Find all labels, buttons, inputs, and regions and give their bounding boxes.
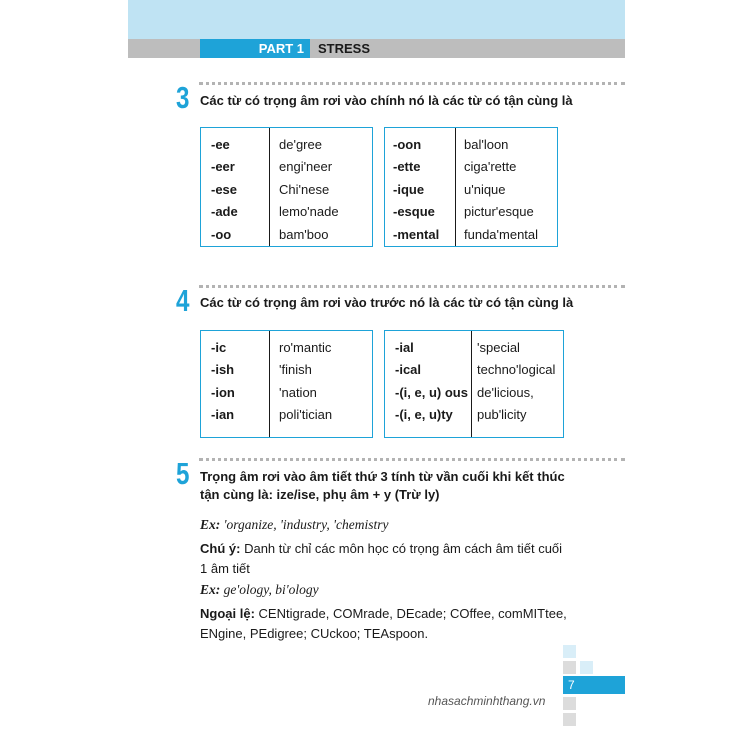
table-cell: 'nation: [279, 385, 317, 400]
table-cell: -esque: [393, 204, 435, 219]
section-3-number: 3: [176, 80, 190, 115]
note-text: Danh từ chỉ các môn học có trọng âm cách âm tiết cuối: [244, 541, 563, 556]
section-4-title: Các từ có trọng âm rơi vào trước nó là các từ có tận cùng là: [200, 295, 574, 310]
table-cell: engi'neer: [279, 159, 333, 174]
section-4-table-right: [384, 330, 564, 438]
table-cell: -ial: [395, 340, 414, 355]
table-cell: -ian: [211, 407, 235, 422]
example-label: Ex:: [200, 517, 221, 532]
table-cell: -ical: [395, 362, 422, 377]
table-cell: -ee: [211, 137, 230, 152]
table-cell: funda'mental: [464, 227, 539, 242]
example-text: 'organize, 'industry, 'chemistry: [223, 517, 389, 532]
table-cell: u'nique: [464, 182, 506, 197]
table-cell: -ion: [211, 385, 235, 400]
site-url: nhasachminhthang.vn: [428, 694, 546, 708]
table-cell: ciga'rette: [464, 159, 517, 174]
table-cell: ro'mantic: [279, 340, 332, 355]
table-cell: bal'loon: [464, 137, 509, 152]
table-cell: lemo'nade: [279, 204, 339, 219]
table-cell: -ese: [211, 182, 238, 197]
section-4-number: 4: [176, 283, 190, 318]
note: [200, 539, 562, 559]
section-3-divider: [199, 82, 625, 85]
section-5-divider: [199, 458, 625, 461]
table-cell: de'licious,: [477, 385, 534, 400]
deco-square: [563, 645, 576, 658]
exceptions-text: CENtigrade, COMrade, DEcade; COffee, comMITtee,: [258, 606, 567, 621]
table-cell: poli'tician: [279, 407, 333, 422]
section-4-table-left: [200, 330, 373, 438]
table-cell: Chi'nese: [279, 182, 330, 197]
table-cell: -ique: [393, 182, 425, 197]
example-2: [200, 582, 319, 598]
section-5-number: 5: [176, 456, 190, 491]
section-5-title-line-2: tận cùng là: ize/ise, phụ âm + y (Trừ ly): [200, 487, 440, 502]
table-cell: -(i, e, u)ty: [395, 407, 453, 422]
table-cell: -ish: [211, 362, 235, 377]
table-cell: -ade: [211, 204, 238, 219]
section-5-title-line-1: Trọng âm rơi vào âm tiết thứ 3 tính từ vần cuối khi kết thúc: [200, 469, 565, 484]
part-label: PART 1: [200, 39, 310, 58]
table-cell: techno'logical: [477, 362, 556, 377]
table-cell: -ic: [211, 340, 227, 355]
exceptions: [200, 604, 567, 624]
table-cell: 'special: [477, 340, 520, 355]
note-text-line-2: 1 âm tiết: [200, 561, 250, 576]
example-1: [200, 517, 389, 533]
section-3-table-right: [384, 127, 558, 247]
deco-square: [580, 661, 593, 674]
table-cell: -oo: [211, 227, 232, 242]
table-cell: -mental: [393, 227, 440, 242]
page-number: 7: [563, 676, 625, 694]
section-4-divider: [199, 285, 625, 288]
table-cell: -eer: [211, 159, 235, 174]
table-cell: bam'boo: [279, 227, 329, 242]
exceptions-label: Ngoại lệ:: [200, 606, 255, 621]
deco-square: [563, 697, 576, 710]
deco-square: [563, 713, 576, 726]
table-cell: pub'licity: [477, 407, 527, 422]
deco-square: [563, 661, 576, 674]
header-band: [128, 0, 625, 39]
note-label: Chú ý:: [200, 541, 241, 556]
table-cell: -(i, e, u) ous: [395, 385, 468, 400]
table-cell: -ette: [393, 159, 421, 174]
part-title: STRESS: [318, 41, 371, 56]
exceptions-text-line-2: ENgine, PEdigree; CUckoo; TEAspoon.: [200, 626, 429, 641]
section-3-table-left: [200, 127, 373, 247]
example-label: Ex:: [200, 582, 221, 597]
section-3-title: Các từ có trọng âm rơi vào chính nó là các từ có tận cùng là: [200, 93, 573, 108]
table-cell: pictur'esque: [464, 204, 534, 219]
table-cell: de'gree: [279, 137, 322, 152]
example-text: ge'ology, bi'ology: [223, 582, 319, 597]
table-cell: 'finish: [279, 362, 312, 377]
table-cell: -oon: [393, 137, 422, 152]
